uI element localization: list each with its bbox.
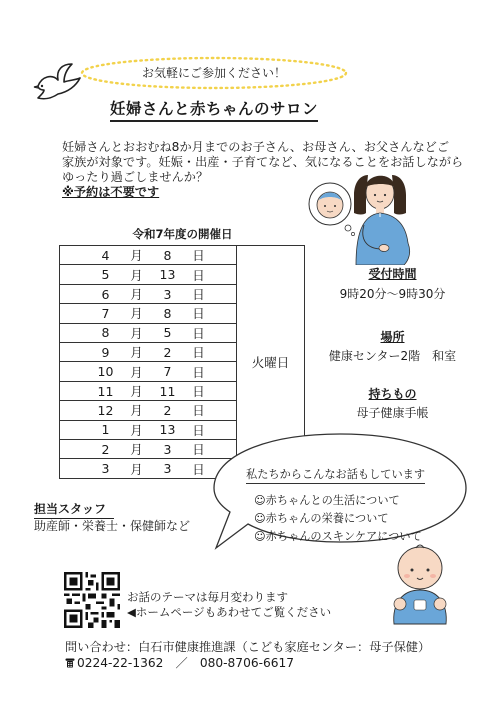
date-day: 7 [163,364,172,380]
date-month: 4 [101,247,110,263]
schedule-date-cell [60,304,237,323]
date-day: 2 [163,402,172,418]
date-month: 7 [101,305,110,321]
staff-heading: 担当スタッフ [34,500,114,519]
schedule-date-cell [60,323,237,342]
bubble-topic-item: ☺赤ちゃんの栄養について [254,512,389,525]
month-unit: 月 [130,248,143,264]
reception-time-heading: 受付時間 [368,267,417,281]
month-unit: 月 [130,364,143,380]
baby-illustration [380,540,460,625]
qr-caption [127,590,331,620]
reception-time-value: 9時20分～9時30分 [339,287,446,301]
date-month: 12 [97,402,114,418]
phone-icon [65,658,75,668]
intro-line: 妊婦さんとおおむね8か月までのお子さん、お母さん、お父さんなどご [62,140,450,154]
day-unit: 日 [192,306,205,322]
items-to-bring-heading: 持ちもの [368,387,417,401]
schedule-weekday: 火曜日 [237,246,305,479]
schedule-date-cell [60,284,237,303]
date-day: 3 [163,461,172,477]
qr-code[interactable] [64,572,120,628]
phone-numbers-line [65,654,294,671]
date-month: 3 [101,461,110,477]
day-unit: 日 [192,248,205,264]
date-day: 3 [163,286,172,302]
date-month: 8 [101,325,110,341]
date-day: 8 [163,305,172,321]
date-day: 3 [163,441,172,457]
schedule-date-cell [60,343,237,362]
dove-icon [32,62,82,104]
day-unit: 日 [192,287,205,303]
contact-info: 問い合わせ：白石市健康推進課（こども家庭センター：母子保健） [65,640,431,654]
location-value: 健康センター2階 和室 [328,349,457,363]
bubble-topic-item: ☺赤ちゃんとの生活について [254,494,400,507]
date-month: 11 [97,383,114,399]
thought-bubble-baby-face [304,180,356,236]
day-unit: 日 [192,403,205,419]
schedule-title: 令和7年度の開催日 [132,227,233,241]
qr-caption-line: ◀ホームページもあわせてご覧ください [127,605,332,619]
schedule-row [60,246,305,265]
day-unit: 日 [192,384,205,400]
schedule-date-cell [60,246,237,265]
schedule-date-cell [60,265,237,284]
day-unit: 日 [192,345,205,361]
staff-value: 助産師・栄養士・保健師など [34,519,191,533]
month-unit: 月 [130,442,143,458]
date-day: 13 [159,422,176,438]
bubble-title: 私たちからこんなお話もしています [246,466,425,484]
month-unit: 月 [130,384,143,400]
date-month: 10 [97,364,114,380]
schedule-date-cell [60,401,237,420]
date-day: 8 [163,247,172,263]
schedule-date-cell [60,362,237,381]
month-unit: 月 [130,306,143,322]
day-unit: 日 [192,422,205,438]
intro-line: ゆったり過ごしませんか？ [62,170,209,184]
month-unit: 月 [130,422,143,438]
day-unit: 日 [192,364,205,380]
intro-line: 家族が対象です。妊娠・出産・子育てなど、気になることをお話しながら [62,155,464,169]
day-unit: 日 [192,442,205,458]
date-month: 9 [101,344,110,360]
date-day: 13 [159,267,176,283]
date-day: 11 [159,383,176,399]
month-unit: 月 [130,267,143,283]
date-month: 6 [101,286,110,302]
date-month: 2 [101,441,110,457]
month-unit: 月 [130,345,143,361]
month-unit: 月 [130,461,143,477]
day-unit: 日 [192,461,205,477]
month-unit: 月 [130,325,143,341]
qr-caption-line: お話のテーマは毎月変わります [127,590,288,604]
page-title: 妊婦さんと赤ちゃんのサロン [110,97,318,122]
bubble-topic-item: ☺赤ちゃんのスキンケアについて [254,530,422,543]
phone-numbers: 0224-22-1362 ／ 080-8706-6617 [77,656,294,670]
items-to-bring-value: 母子健康手帳 [356,406,429,420]
schedule-date-cell [60,381,237,400]
date-month: 5 [101,267,110,283]
month-unit: 月 [130,403,143,419]
month-unit: 月 [130,287,143,303]
day-unit: 日 [192,267,205,283]
day-unit: 日 [192,325,205,341]
location-heading: 場所 [380,330,405,344]
reservation-note: ※予約は不要です [62,185,160,199]
date-day: 2 [163,344,172,360]
cloud-caption: お気軽にご参加ください！ [141,66,286,80]
date-day: 5 [163,325,172,341]
date-month: 1 [101,422,110,438]
